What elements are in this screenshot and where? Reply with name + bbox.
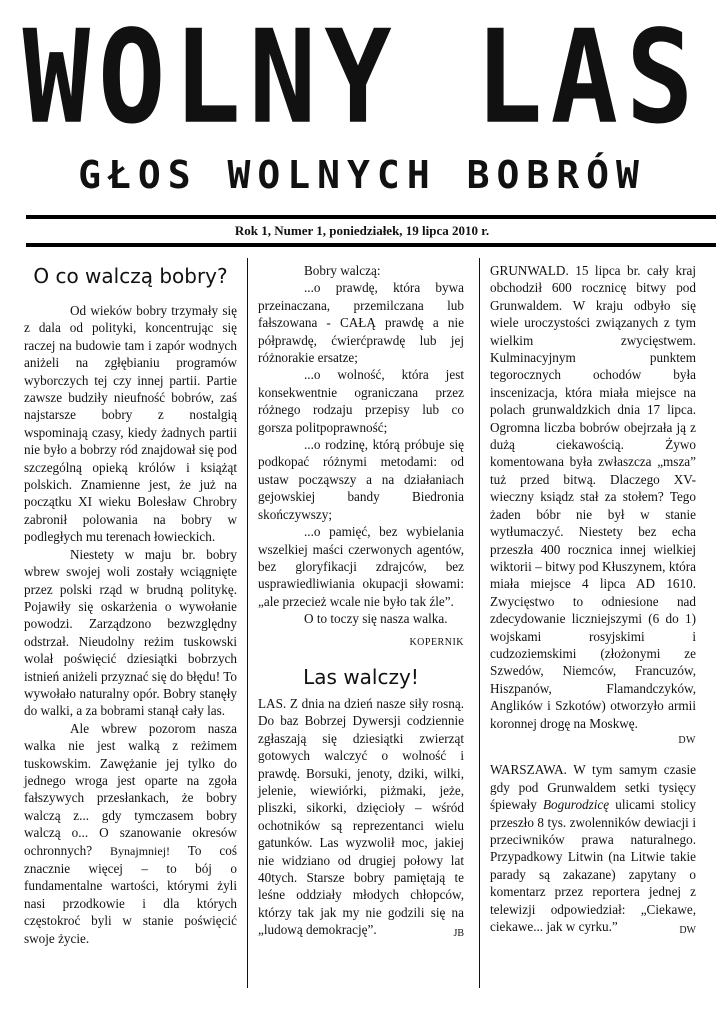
article-paragraph: Ale wbrew pozorom nasza walka nie jest walką z reżimem tuskowskim. Zawężanie jej tylko do jednego wroga jest oparte na zgoła fałszywych przesłankach, że bobry walczą z... gdy tymczasem bobry walczą o... O szanowanie okresów ochronnych? Bynajmniej! To coś znacznie więcej – to bój o fundamentalne wartości, którymi żyli nasi przodkowie i dla których częstokroć byli w stanie poświęcić swoje życie.: [24, 720, 237, 946]
article-heading-las-walczy: Las walczy!: [303, 664, 419, 689]
article-paragraph: Niestety w maju br. bobry wbrew swojej woli zostały wciągnięte przez polski rząd w brudną politykę. Pojawiły się oskarżenia o wywołanie powodzi. Zarządzono bezwzględny odstrzał. Nieudolny reżim tuskowski wolał poświęcić dziesiątki bobrzych istnień aniżeli przyznać się do błędu! To wywołało naturalny opór. Bobry stanęły do walki, a za bobrami stanął cały las.: [24, 546, 237, 719]
article-paragraph: ...o rodzinę, którą próbuje się podkopać różnymi metodami: od ustaw począwszy a na działaniach gejowskiej bandy Biedronia skończywszy;: [258, 437, 464, 522]
article-paragraph: WARSZAWA. W tym samym czasie gdy pod Grunwaldem setki tysięcy śpiewały Bogurodzicę ulicami stolicy przeszło 8 tys. zwolenników dewiacji i przeciwników prawa naturalnego. Przypadkowy Litwin (na Litwie takie parady są zakazane) zapytany o komentarz przez reportera jednej z telewizji odpowiedział: „Ciekawe, ciekawe... jak w cyrku.” DW: [490, 761, 696, 935]
author-signature: KOPERNIK: [409, 636, 464, 648]
newspaper-title: WOLNY LAS: [22, 3, 702, 153]
author-signature: DW: [679, 925, 696, 937]
author-signature: JB: [453, 928, 464, 940]
article-paragraph: ...o pamięć, bez wybielania wszelkiej maści czerwonych agentów, bez gloryfikacji zdrajców, bez usprawiedliwiania okupacji słowami: „ale przecież wcale nie było tak źle”.: [258, 524, 464, 609]
bottom-rule: [26, 243, 716, 247]
article-paragraph: O to toczy się nasza walka.: [304, 611, 448, 627]
issue-dateline: Rok 1, Numer 1, poniedziałek, 19 lipca 2010 r.: [234, 223, 490, 238]
column-3: [490, 262, 696, 939]
column-divider-2: [479, 258, 480, 988]
newspaper-subtitle: GŁOS WOLNYCH BOBRÓW: [78, 153, 646, 197]
article-paragraph: ...o prawdę, która bywa przeinaczana, przemilczana lub fałszowana - CAŁĄ prawdę a nie półprawdę, ćwierćprawdę lub jej różnorakie ersatze;: [258, 280, 464, 366]
column-divider-1: [247, 258, 248, 988]
article-paragraph: Bobry walczą:: [304, 263, 381, 278]
article-paragraph: GRUNWALD. 15 lipca br. cały kraj obchodził 600 rocznicę bitwy pod Grunwaldem. W kraju odbyło się wiele uroczystości związanych z tym wielkim zwycięstwem. Kulminacyjnym punktem tegorocznych ochodów była inscenizacja, która miała miejsce na polach grunwaldzkich dnia 17 lipca. Ogromna liczba bobrów obejrzała ją z dużą ciekawością. Żywo komentowana była zwłaszcza „msza” tuż przed bitwą. Dlaczego XV-wieczny ksiądz stał za stołem? Tego żaden bóbr nie był w stanie wytłumaczyć. Niestety bez echa przeszła 400 rocznica innej wielkiej wiktorii – bitwy pod Kłuszynem, która miała miejsce 4 lipca AD 1610. Zwycięstwo to odniesione nad zdecydowanie liczniejszymi (6 do 1) wojskami rosyjskimi i cudzoziemskimi (złożonymi ze Szwedów, Niemców, Francuzów, Hiszpanów, Flamandczyków, Anglików i Szkotów) otworzyło armii koronnej drogę na Moskwę.: [490, 263, 696, 731]
article-paragraph: LAS. Z dnia na dzień nasze siły rosną. Do baz Bobrzej Dywersji codziennie zgłaszają się dziesiątki zwierząt gotowych walczyć o wolność i prawdę. Borsuki, jenoty, dziki, wilki, jelenie, wiewiórki, piżmaki, jeże, pliszki, sikorki, dzięcioły – wśród ochotników są reprezentanci wielu gatunków. Las wyzwolił moc, jakiej nie widziano od drugiej połowy lat 40tych. Starsze bobry pamiętają te leśne oddziały młodych chłopców, którzy tak jak my nie godzili się na „ludową demokrację”. JB: [258, 695, 464, 939]
masthead: [0, 0, 724, 215]
column-1: [24, 262, 237, 947]
column-2: [258, 262, 464, 943]
article-heading-o-co-walcza: O co walczą bobry?: [33, 264, 228, 288]
article-paragraph: ...o wolność, która jest konsekwentnie ograniczana przez różnego rodzaju przepisy lub co gorsza politpoprawność;: [258, 367, 464, 435]
top-rule: [26, 215, 716, 219]
article-paragraph: Od wieków bobry trzymały się z dala od polityki, koncentrując się raczej na budowie tam i zapór wodnych aniżeli na zgłębianiu programów wyborczych tej czy innej partii. Partie zawsze budziły nieufność bobrów, zaś najstarsze bobry z nostalgią wspominają czasy, kiedy żadnych partii nie było a bobrzy ród znajdował się pod szczególną opieką królów i książąt polskich. Znamienne jest, że już na początku XI wieku Bolesław Chrobry zabronił polowania na bobry w podległych mu terenach łowieckich.: [24, 303, 237, 545]
author-signature: DW: [678, 734, 696, 746]
